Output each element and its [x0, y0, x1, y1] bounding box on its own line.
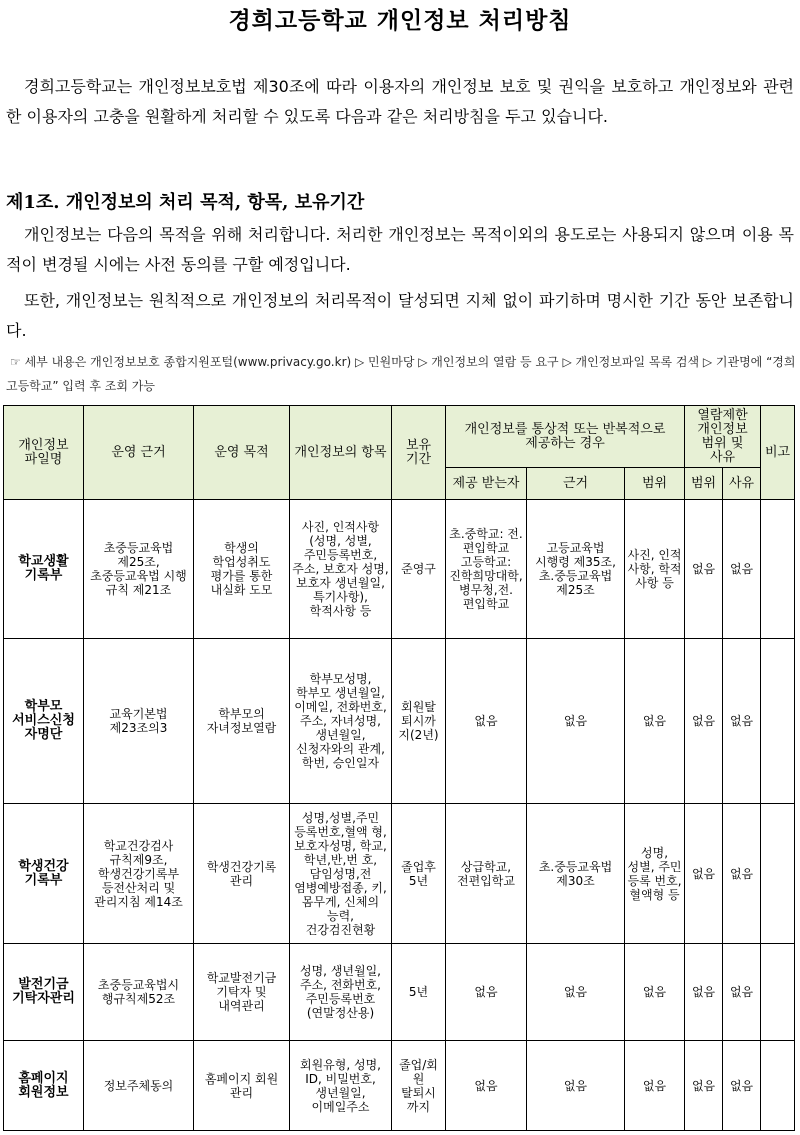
- table-row: [4, 804, 795, 944]
- cell-items: 성명,성별,주민 등록번호,혈액 형,보호자성명, 학교,학년,반,번 호,담임성명,전 염병예방접종, 키,몸무게, 신체의 능력, 건강검진현황: [290, 804, 392, 944]
- cell-restriction-scope: 없음: [685, 500, 723, 639]
- cell-items: 회원유형, 성명, ID, 비밀번호, 생년월일, 이메일주소: [290, 1041, 392, 1131]
- cell-purpose: 학교발전기금 기탁자 및 내역관리: [194, 944, 290, 1041]
- cell-file-name: 학부모 서비스신청 자명단: [4, 639, 84, 804]
- cell-recipient: 없음: [446, 639, 527, 804]
- cell-provision-scope: 사진, 인적 사항, 학적 사항 등: [625, 500, 685, 639]
- intro-paragraph: 경희고등학교는 개인정보보호법 제30조에 따라 이용자의 개인정보 보호 및 권익을 보호하고 개인정보와 관련한 이용자의 고충을 원활하게 처리할 수 있도록 다음과 같은 처리방침을 두고 있습니다.: [6, 77, 794, 126]
- cell-remarks: [761, 804, 795, 944]
- header-provision-scope: 범위: [625, 468, 685, 500]
- cell-retention: 5년: [392, 944, 446, 1041]
- header-provision: 개인정보를 통상적 또는 반복적으로 제공하는 경우: [446, 406, 685, 468]
- cell-file-name: 학생건강 기록부: [4, 804, 84, 944]
- header-items: 개인정보의 항목: [290, 406, 392, 500]
- personal-info-file-table: [3, 405, 795, 1131]
- cell-provision-basis: 없음: [527, 944, 625, 1041]
- table-row: [4, 639, 795, 804]
- cell-file-name: 학교생활 기록부: [4, 500, 84, 639]
- cell-basis: 정보주체동의: [84, 1041, 194, 1131]
- cell-items: 학부모성명, 학부모 생년월일, 이메일, 전화번호, 주소, 자녀성명, 생년월일, 신청자와의 관계, 학번, 승인일자: [290, 639, 392, 804]
- cell-restriction-reason: 없음: [723, 804, 761, 944]
- cell-purpose: 학부모의 자녀정보열람: [194, 639, 290, 804]
- cell-provision-scope: 없음: [625, 639, 685, 804]
- cell-remarks: [761, 500, 795, 639]
- cell-recipient: 상급학교, 전편입학교: [446, 804, 527, 944]
- cell-retention: 졸업/회 원 탈퇴시 까지: [392, 1041, 446, 1131]
- header-provision-basis: 근거: [527, 468, 625, 500]
- cell-restriction-scope: 없음: [685, 804, 723, 944]
- cell-provision-scope: 없음: [625, 944, 685, 1041]
- header-restriction-scope: 범위: [685, 468, 723, 500]
- cell-restriction-scope: 없음: [685, 944, 723, 1041]
- cell-basis: 학교건강검사 규칙제9조, 학생건강기록부 등전산처리 및 관리지침 제14조: [84, 804, 194, 944]
- cell-file-name: 홈페이지 회원정보: [4, 1041, 84, 1131]
- cell-provision-scope: 없음: [625, 1041, 685, 1131]
- cell-restriction-reason: 없음: [723, 500, 761, 639]
- cell-purpose: 학생의 학업성취도 평가를 통한 내실화 도모: [194, 500, 290, 639]
- cell-recipient: 초.중학교: 전.편입학교 고등학교:진학희망대학, 병무청,전. 편입학교: [446, 500, 527, 639]
- cell-purpose: 학생건강기록 관리: [194, 804, 290, 944]
- cell-basis: 초중등교육법시 행규칙제52조: [84, 944, 194, 1041]
- cell-retention: 준영구: [392, 500, 446, 639]
- cell-provision-basis: 없음: [527, 1041, 625, 1131]
- header-file-name: 개인정보 파일명: [4, 406, 84, 500]
- header-basis: 운영 근거: [84, 406, 194, 500]
- header-restriction: 열람제한 개인정보 범위 및 사유: [685, 406, 761, 468]
- table-row: [4, 500, 795, 639]
- header-remarks: 비고: [761, 406, 795, 500]
- cell-restriction-scope: 없음: [685, 1041, 723, 1131]
- cell-provision-basis: 없음: [527, 639, 625, 804]
- cell-provision-scope: 성명, 성별, 주민 등록 번호, 혈액형 등: [625, 804, 685, 944]
- cell-retention: 회원탈 퇴시까 지(2년): [392, 639, 446, 804]
- cell-purpose: 홈페이지 회원 관리: [194, 1041, 290, 1131]
- section-1-heading: 제1조. 개인정보의 처리 목적, 항목, 보유기간: [6, 192, 365, 213]
- cell-restriction-scope: 없음: [685, 639, 723, 804]
- section-1-paragraph-2: 또한, 개인정보는 원칙적으로 개인정보의 처리목적이 달성되면 지체 없이 파기하며 명시한 기간 동안 보존합니다.: [6, 291, 794, 340]
- header-provision-recipient: 제공 받는자: [446, 468, 527, 500]
- cell-provision-basis: 고등교육법 시행령 제35조, 초.중등교육법 제25조: [527, 500, 625, 639]
- lookup-note: ☞ 세부 내용은 개인정보보호 종합지원포털(www.privacy.go.kr) ▷ 민원마당 ▷ 개인정보의 열람 등 요구 ▷ 개인정보파일 목록 검색 ▷ 기관명에 “경희고등학교” 입력 후 조회 가능: [6, 355, 796, 393]
- section-1-paragraph-1: 개인정보는 다음의 목적을 위해 처리합니다. 처리한 개인정보는 목적이외의 용도로는 사용되지 않으며 이용 목적이 변경될 시에는 사전 동의를 구할 예정입니다.: [6, 225, 794, 274]
- cell-recipient: 없음: [446, 944, 527, 1041]
- cell-remarks: [761, 944, 795, 1041]
- cell-basis: 교육기본법 제23조의3: [84, 639, 194, 804]
- header-restriction-reason: 사유: [723, 468, 761, 500]
- cell-items: 사진, 인적사항 (성명, 성별, 주민등록번호, 주소, 보호자 성명, 보호자 생년월일, 특기사항), 학적사항 등: [290, 500, 392, 639]
- cell-file-name: 발전기금 기탁자관리: [4, 944, 84, 1041]
- cell-recipient: 없음: [446, 1041, 527, 1131]
- document-title: 경희고등학교 개인정보 처리방침: [228, 8, 572, 34]
- cell-restriction-reason: 없음: [723, 1041, 761, 1131]
- cell-remarks: [761, 1041, 795, 1131]
- header-purpose: 운영 목적: [194, 406, 290, 500]
- table-row: [4, 1041, 795, 1131]
- cell-provision-basis: 초.중등교육법 제30조: [527, 804, 625, 944]
- header-retention: 보유 기간: [392, 406, 446, 500]
- cell-retention: 졸업후 5년: [392, 804, 446, 944]
- cell-items: 성명, 생년월일, 주소, 전화번호, 주민등록번호 (연말정산용): [290, 944, 392, 1041]
- cell-remarks: [761, 639, 795, 804]
- cell-restriction-reason: 없음: [723, 639, 761, 804]
- table-row: [4, 944, 795, 1041]
- cell-restriction-reason: 없음: [723, 944, 761, 1041]
- cell-basis: 초중등교육법 제25조, 초중등교육법 시행 규칙 제21조: [84, 500, 194, 639]
